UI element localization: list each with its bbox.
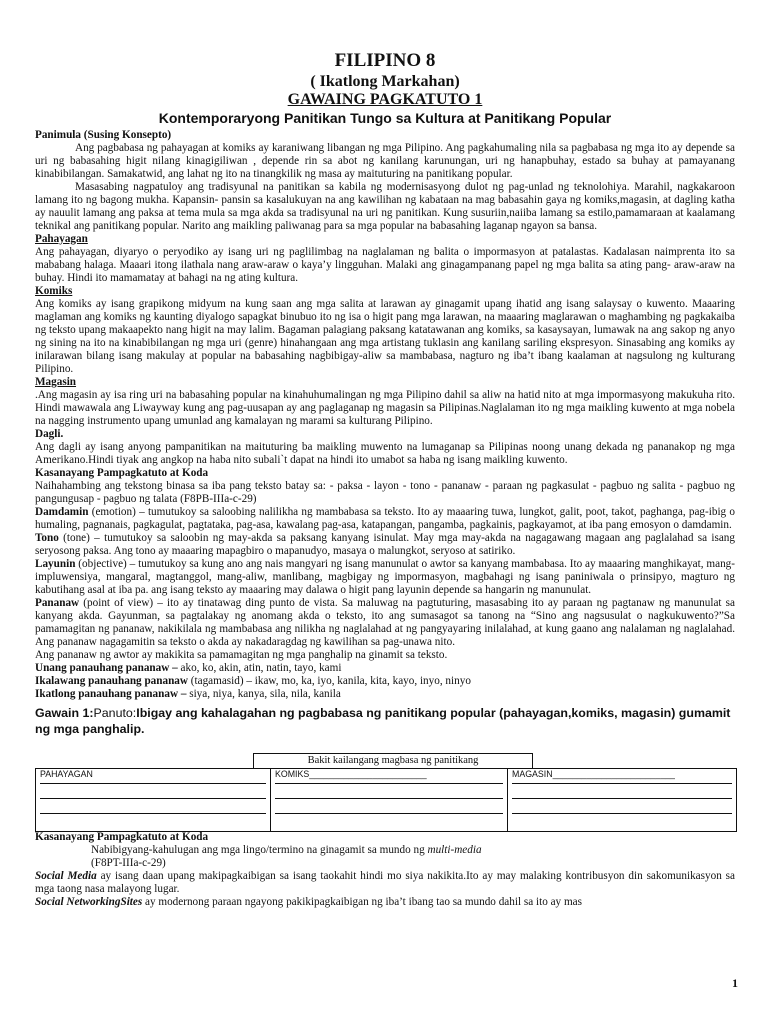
- multimedia-term: multi-media: [427, 844, 482, 856]
- gawain-instruction-text: Ibigay ang kahalagahan ng pagbabasa ng panitikang popular (pahayagan,komiks, magasin) gumamit ng mga panghalip.: [35, 706, 731, 736]
- pahayagan-text: Ang pahayagan, diyaryo o peryodiko ay isang uri ng paglilimbag na naglalaman ng balita o impormasyon at patalastas. Kadalasan naimprenta ito sa mababang halaga. Maaari itong ilathala nang araw-araw o kaya’y lingguhan. Malaki ang ginagampanang papel ng mga balita sa ating pang- araw-araw na buhay. Hindi ito mamamatay at bahagi na ng ating kultura.: [35, 246, 735, 284]
- tono-text: (tone) – tumutukoy sa saloobin ng may-akda sa paksang kanyang isinulat. May mga may-akda na nagagawang magaan ang paglalahad sa isang seryosong paksa. Ang tono ay maaaring mapagbiro o mapanudyo, masaya o malungkot, seryoso at satiriko.: [35, 532, 735, 557]
- document-page: [35, 50, 735, 909]
- tono-label: Tono: [35, 532, 59, 544]
- ikalawa-text: (tagamasid) – ikaw, mo, ka, iyo, kanila, kita, kayo, inyo, ninyo: [187, 675, 471, 687]
- quarter-label: ( Ikatlong Markahan): [310, 73, 460, 90]
- kasanayan-2-code: (F8PT-IIIa-c-29): [91, 857, 166, 869]
- dagli-heading: Dagli.: [35, 428, 64, 440]
- gawain-1-instruction: [35, 705, 735, 737]
- damdamin-text: (emotion) – tumutukoy sa saloobing nalilikha ng mambabasa sa teksto. Ito ay maaaring tuwa, lungkot, galit, poot, takot, paghanga, pag-ibig o humaling, pagnanais, pagkagulat, pagtataka, pag-asa, kawalang pag-asa, katapangan, pangamba, pagkainis, pagkayamot, at iba pang emosyon o damdamin.: [35, 506, 735, 531]
- pananaw-label: Pananaw: [35, 597, 80, 609]
- panimula-heading: Panimula (Susing Konsepto): [35, 129, 172, 141]
- dagli-text: Ang dagli ay isang anyong pampanitikan na maituturing ba maikling muwento na lumaganap sa Pilipinas noong unang dekada ng pananakop ng mga Amerikano.Hindi tiyak ang angkop na haba nito subali`t dapat na hindi ito umabot sa haba ng isang maikling kuwento.: [35, 441, 735, 466]
- layunin-definition: [35, 558, 735, 597]
- column-header-magasin: MAGASIN_________________________: [512, 769, 675, 779]
- column-komiks: [271, 769, 508, 831]
- social-networking-definition: [35, 896, 735, 909]
- gawain-label: Gawain 1:: [35, 706, 94, 720]
- kasanayan-2-heading: Kasanayang Pampagkatuto at Koda: [35, 831, 209, 843]
- layunin-label: Layunin: [35, 558, 76, 570]
- social-media-definition: [35, 870, 735, 896]
- answer-line[interactable]: [512, 783, 732, 784]
- activity-title: GAWAING PAGKATUTO 1: [287, 91, 483, 108]
- column-magasin: [508, 769, 736, 831]
- unang-panauhan: [35, 662, 735, 675]
- komiks-heading: Komiks: [35, 285, 73, 297]
- ikalawa-label: Ikalawang panauhang pananaw: [35, 675, 188, 687]
- pahayagan-heading: Pahayagan: [35, 233, 88, 245]
- answer-line[interactable]: [275, 798, 503, 799]
- lesson-subtitle: Kontemporaryong Panitikan Tungo sa Kultura at Panitikang Popular: [158, 110, 612, 126]
- page-number: 1: [732, 976, 738, 990]
- tono-definition: [35, 532, 735, 558]
- pananaw-definition: [35, 597, 735, 649]
- answer-line[interactable]: [275, 783, 503, 784]
- answer-line[interactable]: [512, 813, 732, 814]
- layunin-text: (objective) – tumutukoy sa kung ano ang nais mangyari ng isang manunulat o awtor sa kanyang mambabasa. Ito ay maaaring manghikayat, mang-impluwensiya, mangaral, magtanggol, mang-aliw, manlibang, magbigay ng impormasyon, magbahagi ng isang paniniwala o prinsipyo, magturo ng kabutihang asal at iba pa. ang isang teksto ay maaaring may dalawa o higit pang layunin depende sa hangarin ng manunulat.: [35, 558, 735, 596]
- komiks-text: Ang komiks ay isang grapikong midyum na kung saan ang mga salita at larawan ay ginagamit upang ihatid ang isang salaysay o kuwento. Maaaring maglaman ang komiks ng kaunting diyalogo sapagkat binubuo ito ng isa o higit pang mga larawan, na maaaring maglarawan o maghambing ng pagkakaiba ng teksto upang makaapekto nang higit na may lalim. Bagaman palagiang paksang katatawanan ang komiks, sa kasaysayan, lumawak na ang sakop ng anyo ng sining na ito na kinabibilangan ng mga uri (genre) hinahangaan ang mga artistang tuklasin ang kanilang sariling ekspresyon. Sinasabing ang komiks ay inilarawan bilang isang makulay at popular na babasahing nagbibigay-aliw sa mambabasa, nagturo ng iba’t ibang kaalaman at nagsulong ng kulturang Pilipino.: [35, 298, 735, 375]
- kasanayan-text: Naihahambing ang tekstong binasa sa iba pang teksto batay sa: - paksa - layon - tono - pananaw - paraan ng pagkasulat - pagbuo ng salita - pagbuo ng pangungusap - pagbuo ng talata (F8PB-IIIa-c-29): [35, 480, 735, 505]
- social-networking-label: Social NetworkingSites: [35, 896, 143, 908]
- kasanayan-2-text: Nabibigyang-kahulugan ang mga lingo/termino na ginagamit sa mundo ng: [91, 844, 428, 856]
- kasanayan-heading: Kasanayang Pampagkatuto at Koda: [35, 467, 209, 479]
- damdamin-label: Damdamin: [35, 506, 89, 518]
- social-media-label: Social Media: [35, 870, 97, 882]
- table-body: [35, 768, 737, 832]
- doc-title: FILIPINO 8: [334, 50, 436, 71]
- answer-line[interactable]: [275, 813, 503, 814]
- answer-line[interactable]: [40, 813, 266, 814]
- social-networking-text: ay modernong paraan ngayong pakikipagkaibigan ng iba’t ibang tao sa mundo dahil sa ito ay mas: [142, 896, 582, 908]
- pananaw-line-2: Ang pananaw ng awtor ay makikita sa pamamagitan ng mga panghalip na ginamit sa teksto.: [35, 649, 448, 661]
- ikatlo-label: Ikatlong panauhang pananaw –: [35, 688, 187, 700]
- answer-table: [35, 753, 735, 831]
- pananaw-text: (point of view) – ito ay tinatawag ding punto de vista. Sa maluwag na pagtuturing, masasabing ito ay paraan ng pagtanaw ng manunulat sa kanyang akda. Gayunman, sa pagtalakay ng anomang akda o teksto, ito ang sumasagot sa tanong na “Sino ang nagsusulat o nagkukuwento?”Sa pamamagitan ng pananaw, nakikilala ng mambabasa ang nilikha ng naglalahad at ng pangyayaring inilalahad, at kung gaano ang nalalaman ng naglalahad. Ang pananaw nagagamitin sa teksto o akda ay nakadaragdag ng kawilihan sa pag-unawa nito.: [35, 597, 735, 648]
- column-header-pahayagan: PAHAYAGAN: [40, 769, 93, 779]
- magasin-text: .Ang magasin ay isa ring uri na babasahing popular na kinahuhumalingan ng mga Pilipino dahil sa aliw na hatid nito at mga impormasyong makukuha rito. Hindi mawawala ang Liwayway kung ang pag-uusapan ay ang paglaganap ng magasin sa Pilipinas.Naglalaman ito ng mga maikling kuwento at mga nobela na nagging instrumento upang umunlad ang kamalayan ng marami sa kulturang Pilipino.: [35, 389, 735, 427]
- column-header-komiks: KOMIKS________________________: [275, 769, 427, 779]
- panimula-paragraph-2: Masasabing nagpatuloy ang tradisyunal na panitikan sa kabila ng modernisasyong dulot ng pag-unlad ng teknolohiya. Marahil, nagkakaroon lamang ito ng bagong mukha. Kapansin- pansin sa kasalukuyan na ang kawilihan ng kabataan na mag babasahin gaya ng komiks,magasin, at dagling katha ay nauulit lamang ang paksa at tema mula sa mga akda sa tradisyunal na uri ng panitikan. Kung susuriin,naiiba lamang sa estilo,pamamaraan at kaalamang teknikal ang panitikang popular. Narito ang maikling paliwanag para sa mga popular na babasahing laganap ngayon sa bansa.: [35, 181, 735, 232]
- table-title: Bakit kailangang magbasa ng panitikang: [253, 753, 533, 769]
- ikatlo-text: siya, niya, kanya, sila, nila, kanila: [186, 688, 341, 700]
- damdamin-definition: [35, 506, 735, 532]
- kasanayan-2-line: [35, 844, 735, 857]
- unang-label: Unang panauhang pananaw –: [35, 662, 178, 674]
- magasin-heading: Magasin: [35, 376, 77, 388]
- ikalawang-panauhan: [35, 675, 735, 688]
- column-pahayagan: [36, 769, 271, 831]
- ikatlong-panauhan: [35, 688, 735, 701]
- answer-line[interactable]: [40, 798, 266, 799]
- answer-line[interactable]: [40, 783, 266, 784]
- panuto-label: Panuto:: [93, 706, 137, 720]
- panimula-paragraph-1: Ang pagbabasa ng pahayagan at komiks ay karaniwang libangan ng mga Pilipino. Ang pagkahumaling nila sa pagbabasa ng mga ito ay depende sa uri ng babasahing higit nilang kinagigiliwan , depende rin sa abot ng kanilang karunungan, uri ng hanapbuhay, estado sa buhay at pamayanang kinabibilangan. Samakatwid, ang lahat ng ito na tinangkilik ng masa ay maituturing na panitikang popular.: [35, 142, 735, 180]
- answer-line[interactable]: [512, 798, 732, 799]
- social-media-text: ay isang daan upang makipagkaibigan sa isang taokahit hindi mo siya nakikita.Ito ay may malaking kontribusyon din sakomunikasyon sa mga taong nasa malayong lugar.: [35, 870, 735, 895]
- unang-text: ako, ko, akin, atin, natin, tayo, kami: [177, 662, 342, 674]
